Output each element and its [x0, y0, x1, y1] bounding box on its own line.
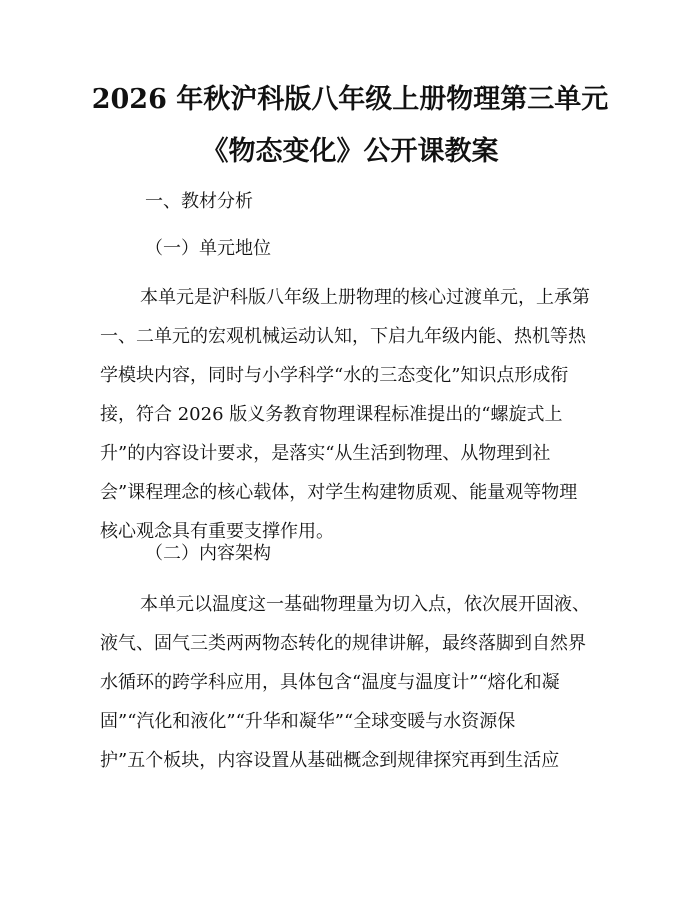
paragraph-line: 本单元是沪科版八年级上册物理的核心过渡单元，上承第 — [140, 287, 590, 308]
paragraph-line: 学模块内容，同时与小学科学“水的三态变化”知识点形成衔 — [100, 365, 569, 386]
paragraph-line: 本单元以温度这一基础物理量为切入点，依次展开固液、 — [140, 594, 590, 615]
paragraph-line: 会”课程理念的核心载体，对学生构建物质观、能量观等物理 — [100, 482, 578, 503]
document-title-line-2: 《物态变化》公开课教案 — [201, 136, 499, 167]
paragraph-content-structure — [100, 592, 600, 787]
paragraph-line: 接，符合 2026 版义务教育物理课程标准提出的“螺旋式上 — [100, 404, 563, 425]
paragraph-line: 液气、固气三类两两物态转化的规律讲解，最终落脚到自然界 — [100, 633, 586, 654]
document-title-line-1: 2026 年秋沪科版八年级上册物理第三单元 — [91, 84, 609, 115]
paragraph-unit-position — [100, 285, 600, 558]
subsection-heading-content-structure: （二）内容架构 — [145, 543, 271, 564]
section-heading-textbook-analysis: 一、教材分析 — [145, 191, 253, 212]
paragraph-line: 固”“汽化和液化”“升华和凝华”“全球变暖与水资源保 — [100, 711, 516, 732]
paragraph-line: 一、二单元的宏观机械运动认知，下启九年级内能、热机等热 — [100, 326, 586, 347]
paragraph-line: 护”五个板块，内容设置从基础概念到规律探究再到生活应 — [100, 750, 560, 771]
paragraph-line: 核心观念具有重要支撑作用。 — [100, 521, 334, 542]
subsection-heading-unit-position: （一）单元地位 — [145, 238, 271, 259]
paragraph-line: 升”的内容设计要求，是落实“从生活到物理、从物理到社 — [100, 443, 551, 464]
paragraph-line: 水循环的跨学科应用，具体包含“温度与温度计”“熔化和凝 — [100, 672, 560, 693]
